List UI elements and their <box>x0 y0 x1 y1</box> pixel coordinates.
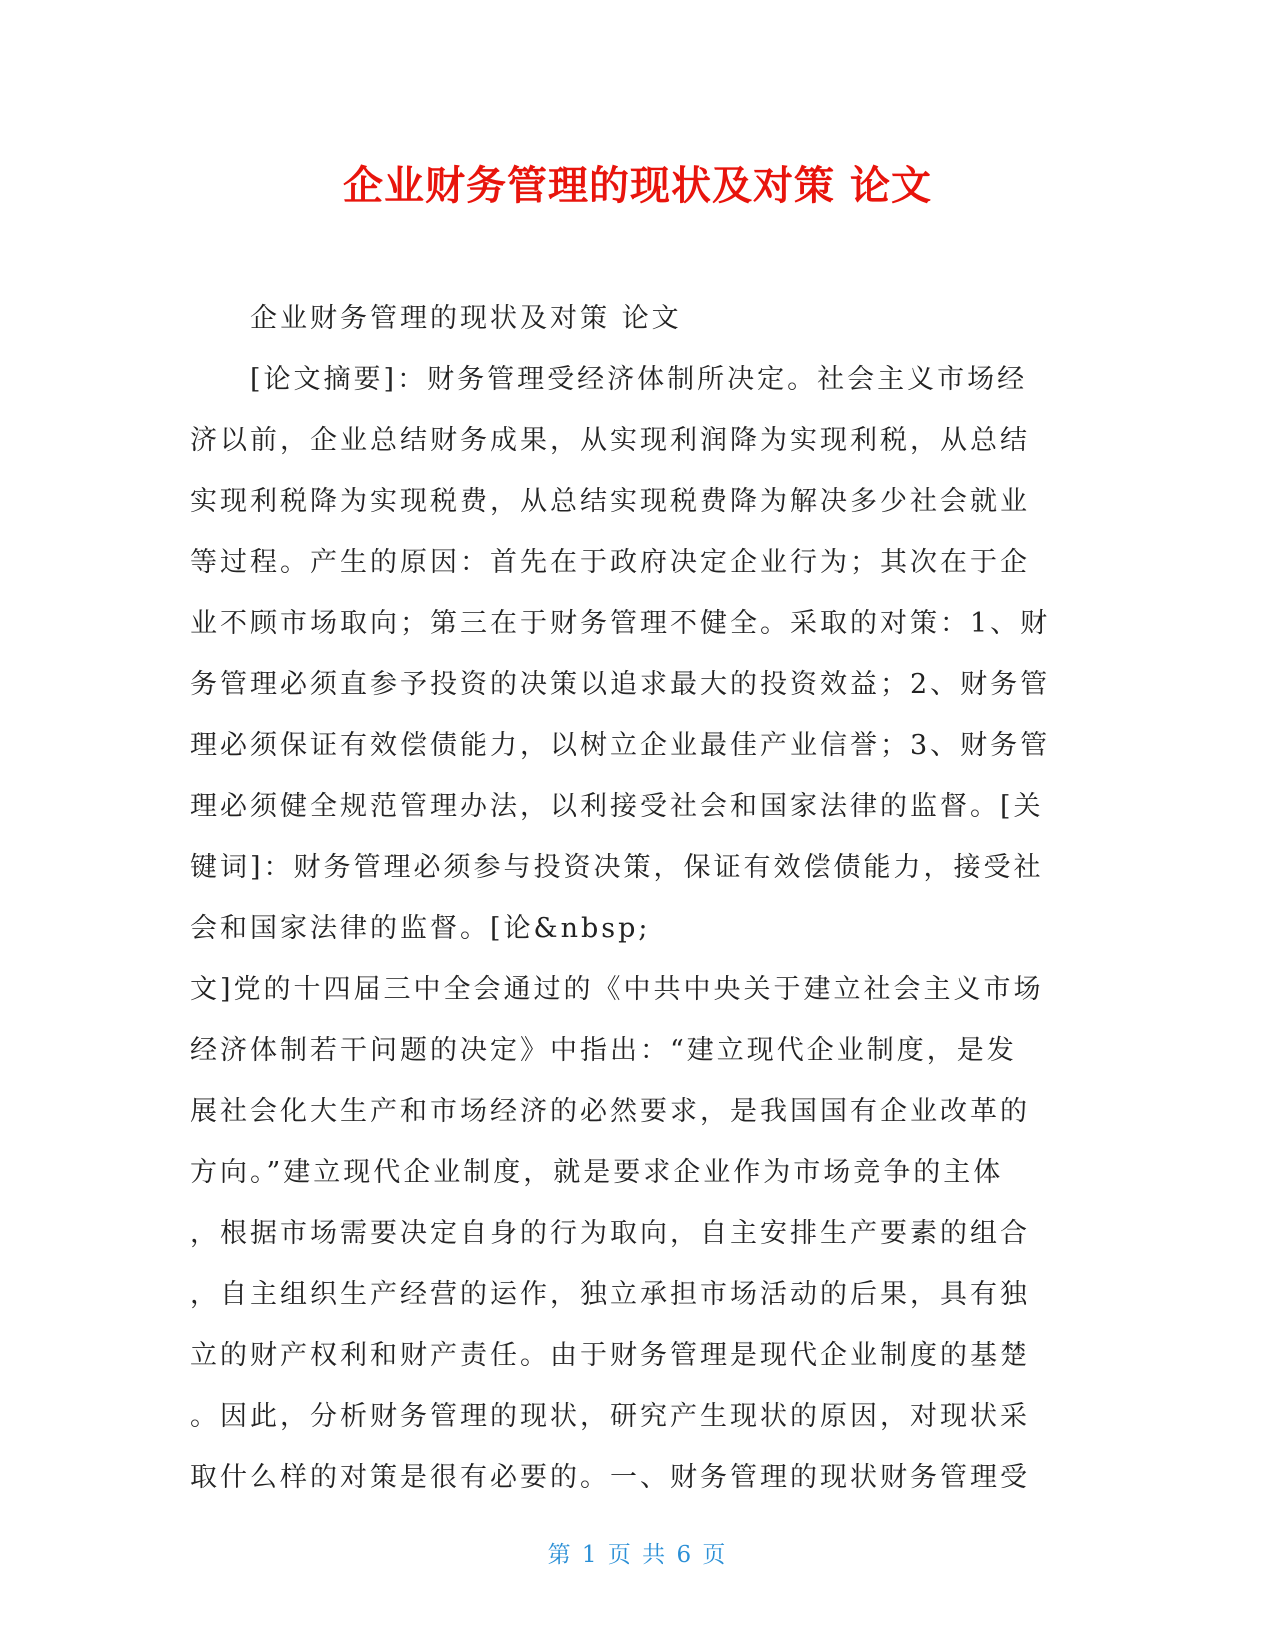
body-line: 理必须保证有效偿债能力，以树立企业最佳产业信誉；3、财务管 <box>190 730 1051 761</box>
body-line-abstract-start: [论文摘要]：财务管理受经济体制所决定。社会主义市场经 <box>250 364 1028 395</box>
body-line: ，自主组织生产经营的运作，独立承担市场活动的后果，具有独 <box>190 1279 1030 1310</box>
body-line: 方向。”建立现代企业制度，就是要求企业作为市场竞争的主体 <box>190 1157 1004 1188</box>
body-line: 理必须健全规范管理办法，以利接受社会和国家法律的监督。[关 <box>190 791 1044 822</box>
body-line: 实现利税降为实现税费，从总结实现税费降为解决多少社会就业 <box>190 486 1030 517</box>
body-line: 业不顾市场取向；第三在于财务管理不健全。采取的对策：1、财 <box>190 608 1051 639</box>
document-title: 企业财务管理的现状及对策 论文 <box>343 163 932 209</box>
page-number-footer: 第 1 页 共 6 页 <box>547 1542 728 1568</box>
body-line: 会和国家法律的监督。[论&nbsp; <box>190 913 651 944</box>
body-line: 经济体制若干问题的决定》中指出：“建立现代企业制度，是发 <box>190 1035 1017 1066</box>
body-line: 务管理必须直参予投资的决策以追求最大的投资效益；2、财务管 <box>190 669 1051 700</box>
body-line: 济以前，企业总结财务成果，从实现利润降为实现利税，从总结 <box>190 425 1030 456</box>
document-body <box>190 288 1080 1508</box>
body-line: 取什么样的对策是很有必要的。一、财务管理的现状财务管理受 <box>190 1462 1030 1493</box>
body-line-subtitle: 企业财务管理的现状及对策 论文 <box>250 303 682 334</box>
body-line: 键词]：财务管理必须参与投资决策，保证有效偿债能力，接受社 <box>190 852 1044 883</box>
body-line: 立的财产权利和财产责任。由于财务管理是现代企业制度的基楚 <box>190 1340 1030 1371</box>
body-line: 文]党的十四届三中全会通过的《中共中央关于建立社会主义市场 <box>190 974 1044 1005</box>
body-line: 。因此，分析财务管理的现状，研究产生现状的原因，对现状采 <box>190 1401 1030 1432</box>
body-line: 等过程。产生的原因：首先在于政府决定企业行为；其次在于企 <box>190 547 1030 578</box>
body-line: ，根据市场需要决定自身的行为取向，自主安排生产要素的组合 <box>190 1218 1030 1249</box>
body-line: 展社会化大生产和市场经济的必然要求，是我国国有企业改革的 <box>190 1096 1030 1127</box>
